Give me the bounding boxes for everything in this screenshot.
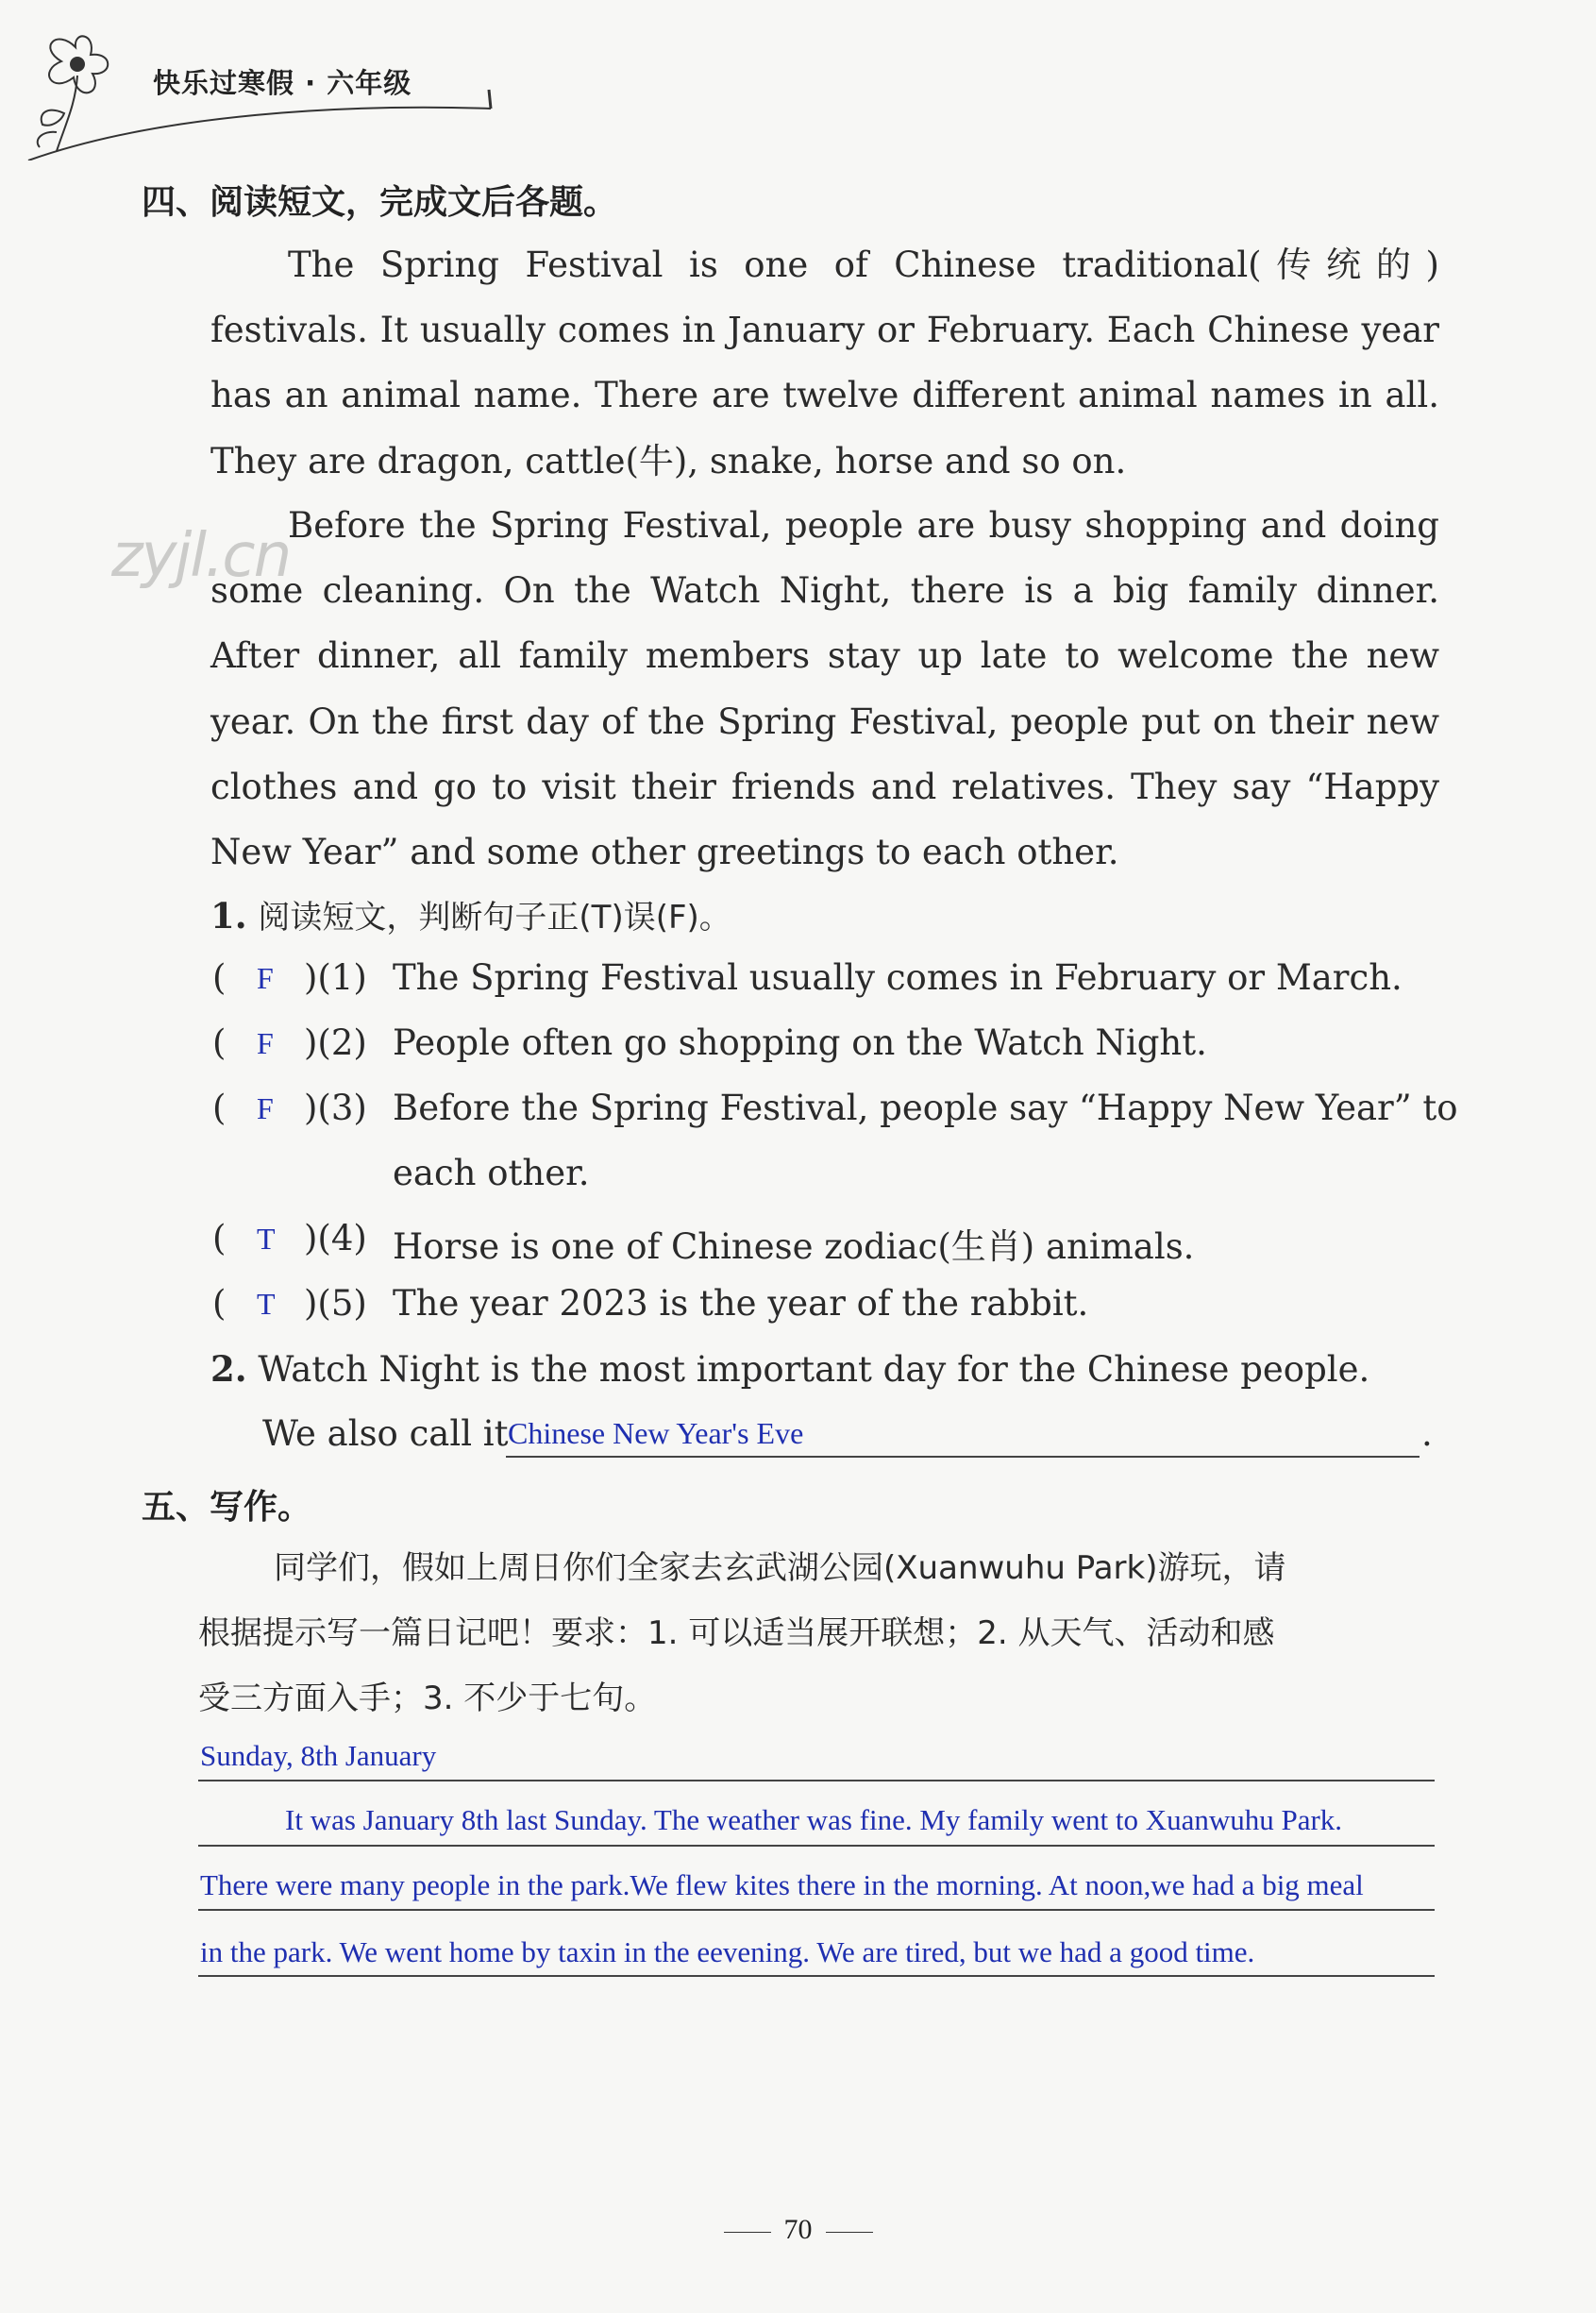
writing-line — [198, 1780, 1435, 1781]
tf-open-paren: ( — [212, 1283, 227, 1324]
writing-line — [198, 1975, 1435, 1977]
passage-paragraph-2 — [210, 493, 1439, 885]
tf-item-label: )(3) — [304, 1088, 367, 1128]
tf-open-paren: ( — [212, 1088, 227, 1128]
writing-line — [198, 1845, 1435, 1847]
question-1-instruction — [210, 891, 731, 937]
book-title: 快乐过寒假 · 六年级 — [153, 67, 412, 99]
tf-item-text: Before the Spring Festival, people say “Happy New Year” to — [393, 1088, 1458, 1128]
tf-open-paren: ( — [212, 1022, 227, 1063]
tf-item-text: People often go shopping on the Watch Night. — [393, 1022, 1207, 1063]
tf-answer-field[interactable]: F — [257, 1091, 274, 1125]
section-4-heading: 四、阅读短文，完成文后各题。 — [142, 183, 618, 222]
page-number — [0, 2214, 1596, 2246]
diary-line-3[interactable]: in the park. We went home by taxin in the eevening. We are tired, but we had a good time. — [200, 1935, 1255, 1968]
paragraph-1-text: The Spring Festival is one of Chinese traditional(传统的) festivals. It usually comes in January or February. Each Chinese year has an animal name. There are twelve different animal names in all. They are dragon, cattle(牛), snake, horse and so on. — [210, 245, 1439, 481]
tf-item-text-continued: each other. — [393, 1153, 590, 1193]
tf-open-paren: ( — [212, 1218, 227, 1258]
diary-line-2[interactable]: There were many people in the park.We flew kites there in the morning. At noon,we had a big meal — [200, 1868, 1364, 1901]
answer-underline — [506, 1456, 1420, 1458]
passage-paragraph-1 — [210, 232, 1439, 494]
tf-answer-field[interactable]: F — [257, 1026, 274, 1060]
question-2-text: Watch Night is the most important day for the Chinese people. — [258, 1349, 1370, 1390]
watermark: zyjl.cn — [111, 521, 291, 591]
section-5-heading: 五、写作。 — [142, 1488, 312, 1527]
writing-line — [198, 1909, 1435, 1911]
question-2-answer-field[interactable]: Chinese New Year's Eve — [508, 1416, 804, 1450]
tf-open-paren: ( — [212, 957, 227, 998]
question-1-number: 1. — [210, 895, 247, 937]
page-number-text: 70 — [783, 2214, 813, 2245]
tf-item-text: Horse is one of Chinese zodiac(生肖) animals. — [393, 1226, 1195, 1267]
diary-line-1[interactable]: It was January 8th last Sunday. The weather was fine. My family went to Xuanwuhu Park. — [285, 1803, 1343, 1836]
tf-item-label: )(5) — [304, 1283, 367, 1324]
diary-date-field[interactable]: Sunday, 8th January — [200, 1739, 437, 1772]
paragraph-2-text: Before the Spring Festival, people are busy shopping and doing some cleaning. On the Watch Night, there is a big family dinner. After dinner, all family members stay up late to welcome the new year. On the first day of the Spring Festival, people put on their new clothes and go to visit their friends and relatives. They say “Happy New Year” and some other greetings to each other. — [210, 505, 1439, 873]
writing-instruction-line-1: 同学们，假如上周日你们全家去玄武湖公园(Xuanwuhu Park)游玩，请 — [274, 1549, 1286, 1587]
writing-instruction-line-2: 根据提示写一篇日记吧！要求：1. 可以适当展开联想；2. 从天气、活动和感 — [198, 1614, 1275, 1652]
writing-instruction-line-3: 受三方面入手；3. 不少于七句。 — [198, 1680, 657, 1717]
question-2 — [210, 1348, 1369, 1390]
tf-item-text: The Spring Festival usually comes in February or March. — [393, 957, 1403, 998]
question-1-text: 阅读短文，判断句子正(T)误(F)。 — [258, 899, 731, 937]
tf-item-label: )(2) — [304, 1022, 367, 1063]
tf-answer-field[interactable]: F — [257, 961, 274, 995]
tf-item-label: )(4) — [304, 1218, 367, 1258]
question-2-prompt: We also call it — [262, 1413, 509, 1454]
question-2-period: . — [1421, 1413, 1433, 1454]
question-2-number: 2. — [210, 1348, 247, 1390]
tf-answer-field[interactable]: T — [257, 1222, 276, 1256]
tf-item-text: The year 2023 is the year of the rabbit. — [393, 1283, 1089, 1324]
tf-answer-field[interactable]: T — [257, 1287, 276, 1321]
tf-item-label: )(1) — [304, 957, 367, 998]
